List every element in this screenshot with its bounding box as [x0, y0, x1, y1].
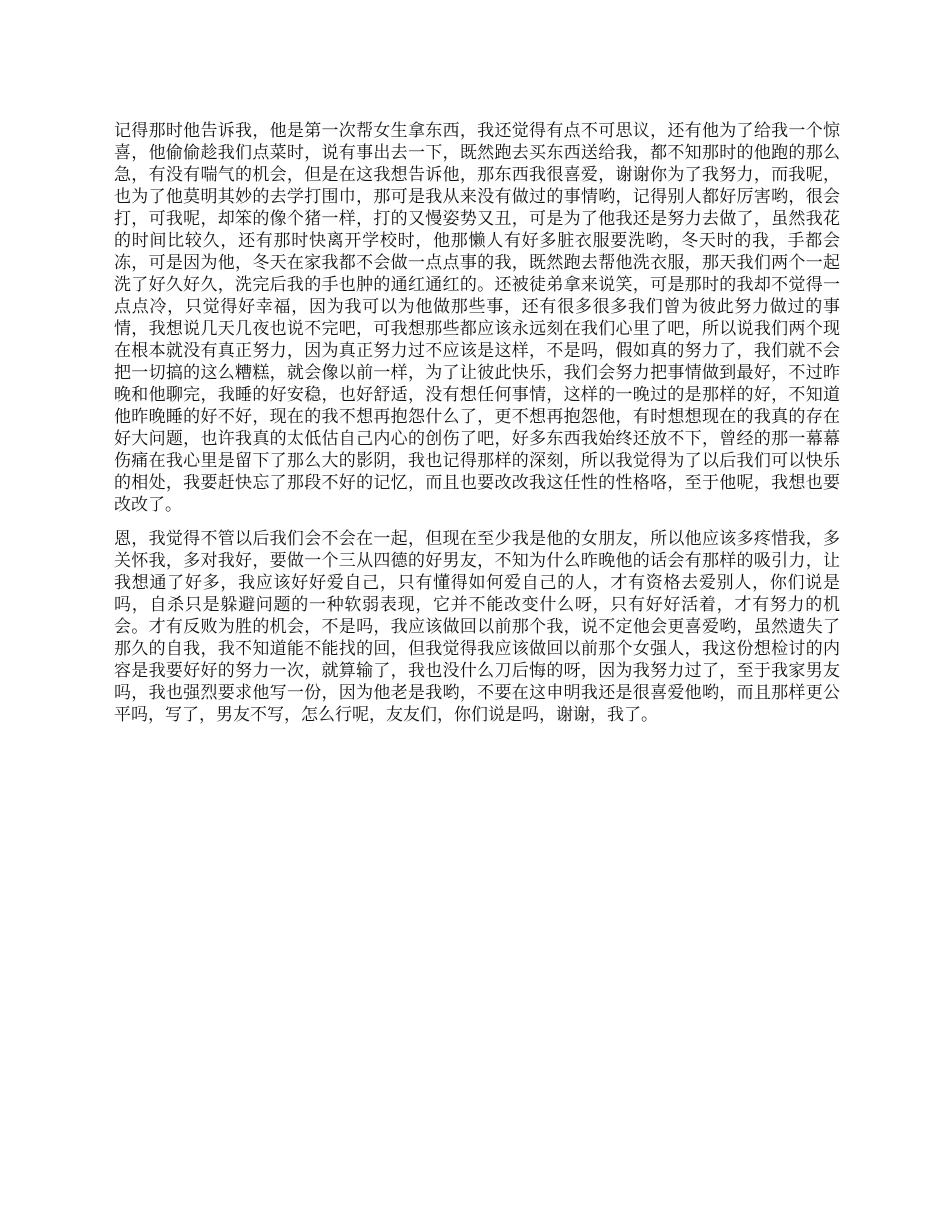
document-body [114, 120, 840, 726]
paragraph-2: 恩，我觉得不管以后我们会不会在一起，但现在至少我是他的女朋友，所以他应该多疼惜我，多关怀我，多对我好，要做一个三从四德的好男友，不知为什么昨晚他的话会有那样的吸引力，让我想通了好多，我应该好好爱自己，只有懂得如何爱自己的人，才有资格去爱别人，你们说是吗，自杀只是躲避问题的一种软弱表现，它并不能改变什么呀，只有好好活着，才有努力的机会。才有反败为胜的机会，不是吗，我应该做回以前那个我，说不定他会更喜爱哟，虽然遗失了那久的自我，我不知道能不能找的回，但我觉得我应该做回以前那个女强人，我这份想检讨的内容是我要好好的努力一次，就算输了，我也没什么刀后悔的呀，因为我努力过了，至于我家男友吗，我也强烈要求他写一份，因为他老是我哟，不要在这申明我还是很喜爱他哟，而且那样更公平吗，写了，男友不写，怎么行呢，友友们，你们说是吗，谢谢，我了。 [114, 529, 840, 725]
paragraph-1: 记得那时他告诉我，他是第一次帮女生拿东西，我还觉得有点不可思议，还有他为了给我一个惊喜，他偷偷趁我们点菜时，说有事出去一下，既然跑去买东西送给我，都不知那时的他跑的那么急，有没有喘气的机会，但是在这我想告诉他，那东西我很喜爱，谢谢你为了我努力，而我呢，也为了他莫明其妙的去学打围巾，那可是我从来没有做过的事情哟，记得别人都好厉害哟，很会打，可我呢，却笨的像个猪一样，打的又慢姿势又丑，可是为了他我还是努力去做了，虽然我花的时间比较久，还有那时快离开学校时，他那懒人有好多脏衣服要洗哟，冬天时的我，手都会冻，可是因为他，冬天在家我都不会做一点点事的我，既然跑去帮他洗衣服，那天我们两个一起洗了好久好久，洗完后我的手也肿的通红通红的。还被徒弟拿来说笑，可是那时的我却不觉得一点点冷，只觉得好幸福，因为我可以为他做那些事，还有很多很多我们曾为彼此努力做过的事情，我想说几天几夜也说不完吧，可我想那些都应该永远刻在我们心里了吧，所以说我们两个现在根本就没有真正努力，因为真正努力过不应该是这样，不是吗，假如真的努力了，我们就不会把一切搞的这么糟糕，就会像以前一样，为了让彼此快乐，我们会努力把事情做到最好，不过昨晚和他聊完，我睡的好安稳，也好舒适，没有想任何事情，这样的一晚过的是那样的好，不知道他昨晚睡的好不好，现在的我不想再抱怨什么了，更不想再抱怨他，有时想想现在的我真的存在好大问题，也许我真的太低估自己内心的创伤了吧，好多东西我始终还放不下，曾经的那一幕幕伤痛在我心里是留下了那么大的影阴，我也记得那样的深刻，所以我觉得为了以后我们可以快乐的相处，我要赶快忘了那段不好的记忆，而且也要改改我这任性的性格咯，至于他呢，我想也要改改了。 [114, 121, 840, 515]
